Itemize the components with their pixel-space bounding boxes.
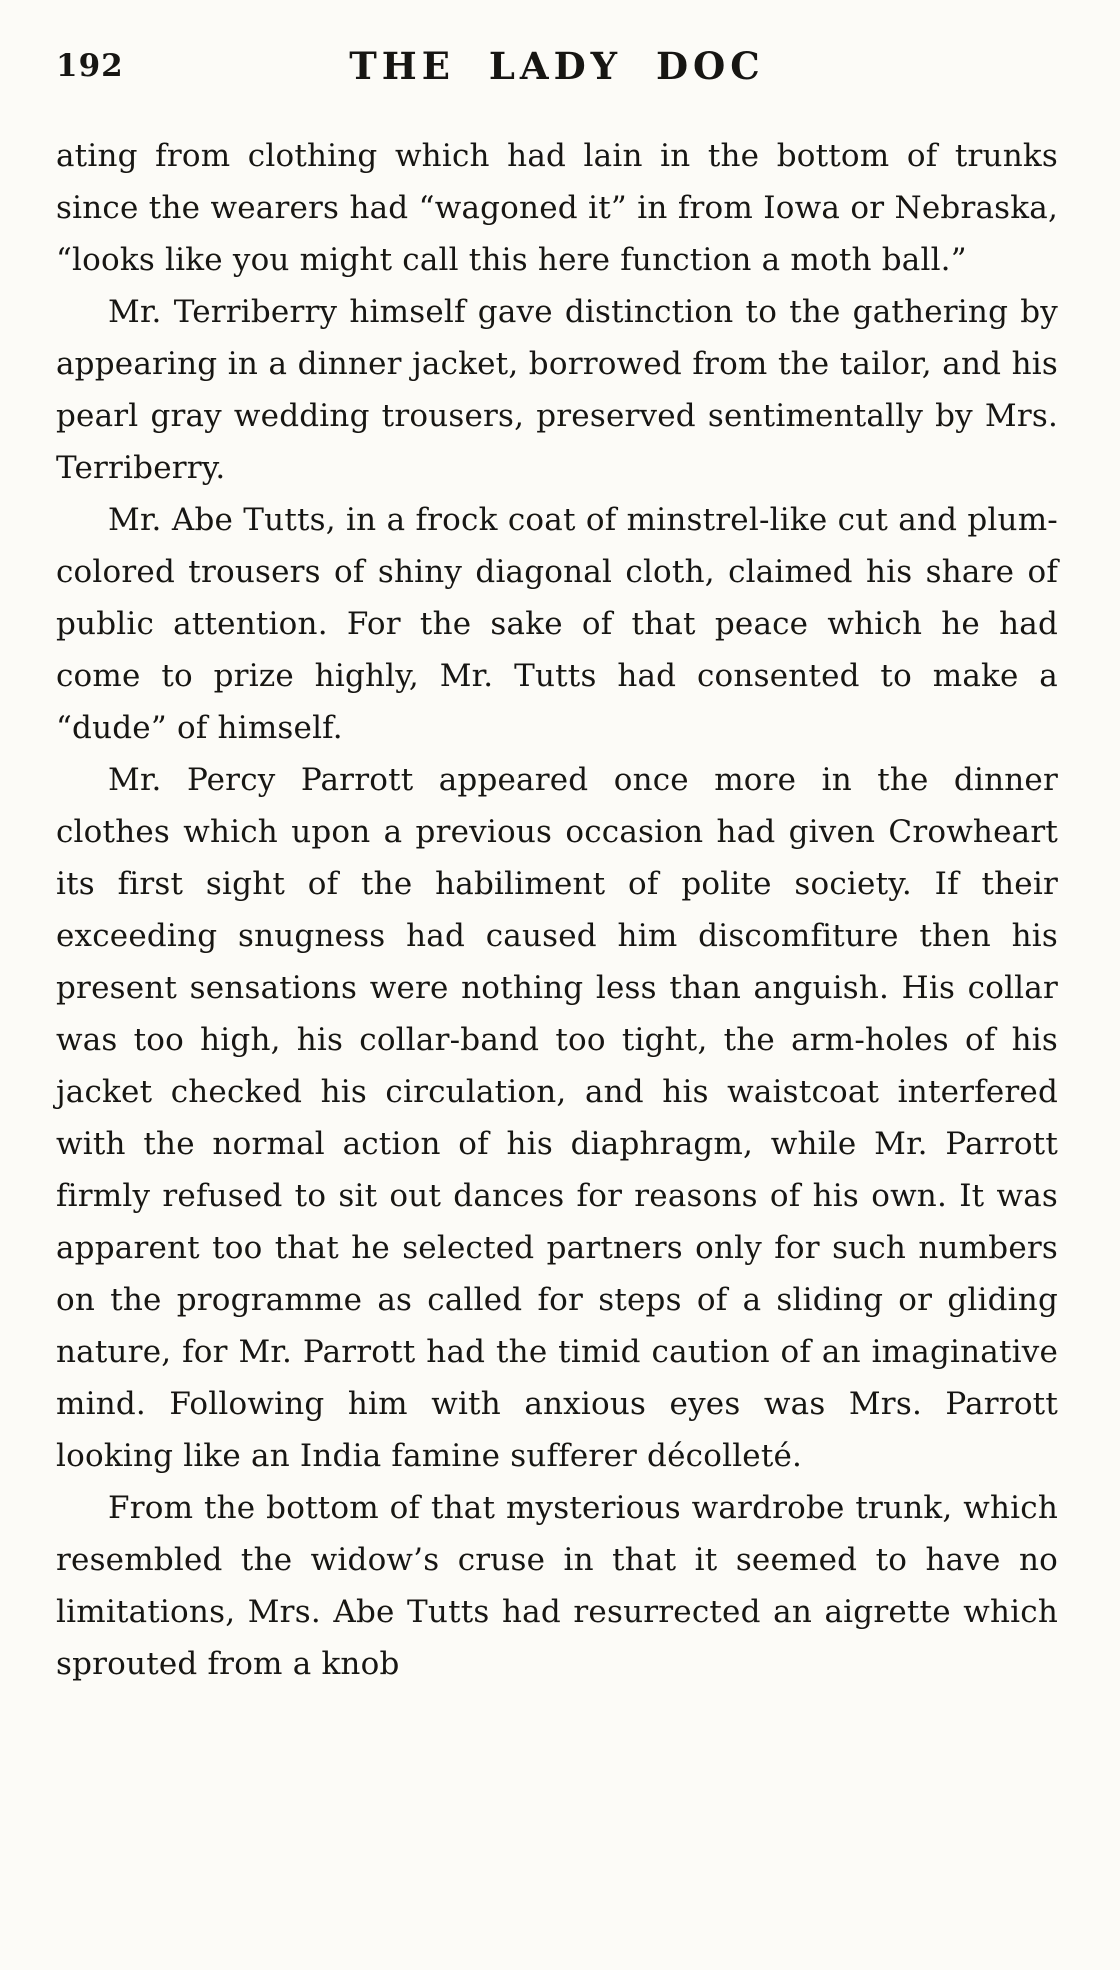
paragraph: From the bottom of that mysterious wardrobe trunk, which resembled the widow’s cruse in that it seemed to have no limitations, Mrs. Abe Tutts had resurrected an aigrette which sprouted from a knob <box>56 1490 1058 1682</box>
page-number: 192 <box>56 48 124 84</box>
page-title: THE LADY DOC <box>349 44 765 88</box>
paragraph: Mr. Percy Parrott appeared once more in the dinner clothes which upon a previous occasion had given Crowheart its first sight of the habiliment of polite society. If their exceeding snugness had caused him discomfiture then his present sensations were nothing less than anguish. His collar was too high, his collar-band too tight, the arm-holes of his jacket checked his circulation, and his waistcoat interfered with the normal action of his diaphragm, while Mr. Parrott firmly refused to sit out dances for reasons of his own. It was apparent too that he selected partners only for such numbers on the programme as called for steps of a sliding or gliding nature, for Mr. Parrott had the timid caution of an imaginative mind. Following him with anxious eyes was Mrs. Parrott looking like an India famine sufferer décolleté. <box>56 762 1058 1474</box>
paragraph: Mr. Terriberry himself gave distinction to the gathering by appearing in a dinner jacket, borrowed from the tailor, and his pearl gray wedding trousers, preserved sentimentally by Mrs. Terriberry. <box>56 294 1058 486</box>
paragraph: ating from clothing which had lain in the bottom of trunks since the wearers had “wagoned it” in from Iowa or Nebraska, “looks like you might call this here function a moth ball.” <box>56 138 1058 278</box>
page-body <box>56 130 1058 1690</box>
paragraph: Mr. Abe Tutts, in a frock coat of minstrel-like cut and plum-colored trousers of shiny diagonal cloth, claimed his share of public attention. For the sake of that peace which he had come to prize highly, Mr. Tutts had consented to make a “dude” of himself. <box>56 502 1058 746</box>
page-header <box>56 44 1058 96</box>
